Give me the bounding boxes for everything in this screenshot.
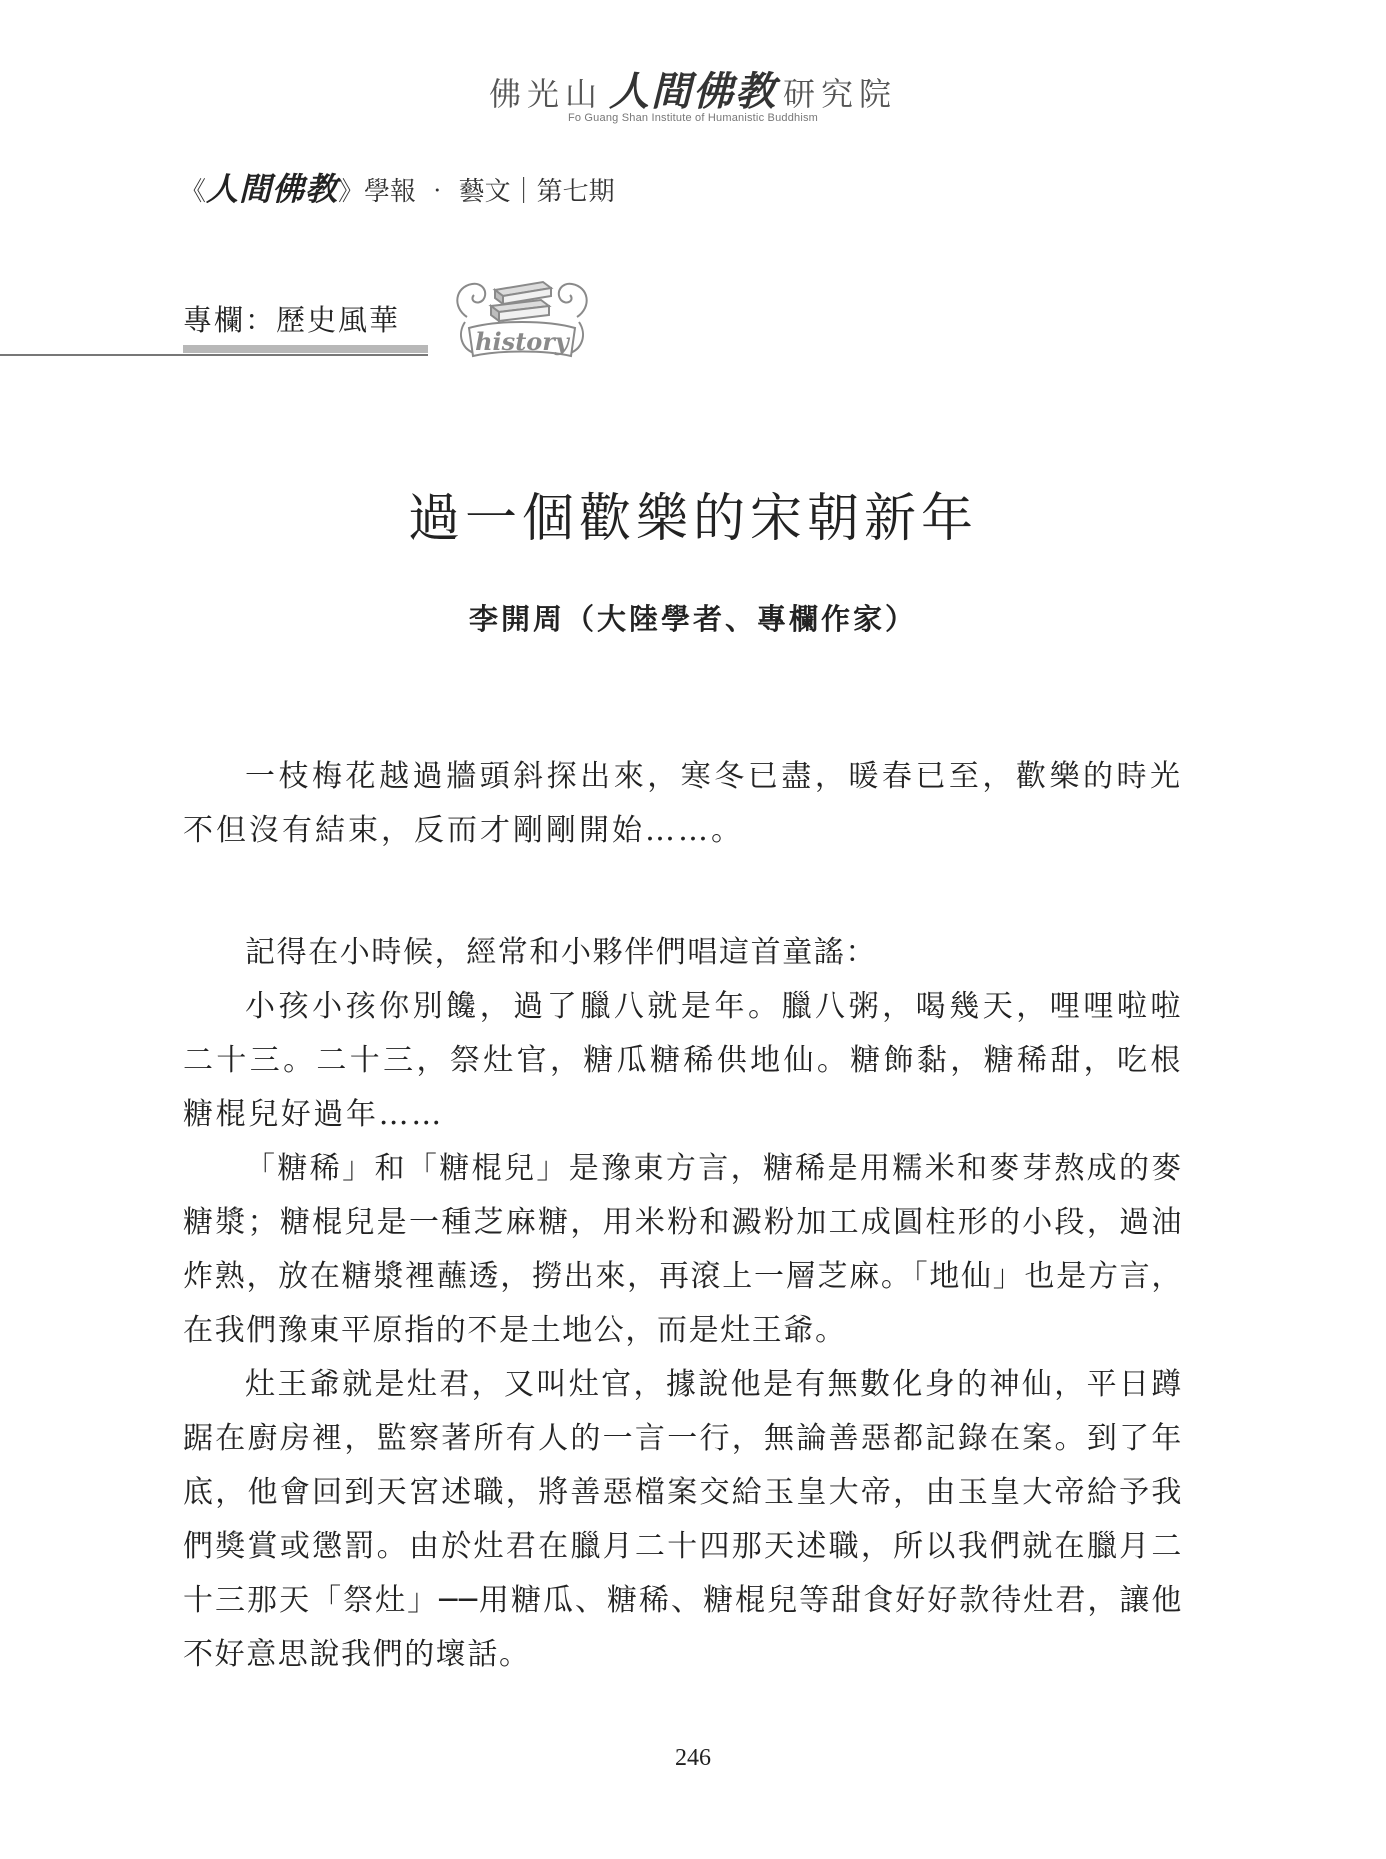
journal-running-header: [180, 164, 615, 210]
journal-open-bracket: 《: [180, 177, 207, 207]
journal-issue-info: 學報 ‧ 藝文｜第七期: [364, 177, 615, 207]
body-paragraph-rhyme: 小孩小孩你別饞，過了臘八就是年。臘八粥，喝幾天，哩哩啦啦二十三。二十三，祭灶官，糖瓜糖稀供地仙。糖飾黏，糖稀甜，吃根糖棍兒好過年……: [183, 989, 1183, 1132]
institute-name-prefix: 佛光山: [488, 75, 603, 113]
article-title: 過一個歡樂的宋朝新年: [407, 489, 978, 549]
article-author: 李開周（大陸學者、專欄作家）: [468, 602, 917, 636]
journal-brand-logo: 人間佛教: [206, 170, 339, 208]
column-rule-thin: [0, 354, 428, 356]
column-label: 專欄：歷史風華: [183, 303, 401, 337]
body-paragraph: 一枝梅花越過牆頭斜探出來，寒冬已盡，暖春已至，歡樂的時光不但沒有結束，反而才剛剛開始……。: [183, 759, 1183, 848]
institute-name-suffix: 研究院: [783, 75, 898, 113]
body-paragraph: 灶王爺就是灶君，又叫灶官，據說他是有無數化身的神仙，平日蹲踞在廚房裡，監察著所有人的一言一行，無論善惡都記錄在案。到了年底，他會回到天宮述職，將善惡檔案交給玉皇大帝，由玉皇大帝給予我們獎賞或懲罰。由於灶君在臘月二十四那天述職，所以我們就在臘月二十三那天「祭灶」──用糖瓜、糖稀、糖棍兒等甜食好好款待灶君，讓他不好意思說我們的壞話。: [183, 1367, 1183, 1672]
institute-english-name: Fo Guang Shan Institute of Humanistic Buddhism: [567, 112, 819, 124]
history-books-icon: [447, 262, 597, 372]
body-paragraph: 記得在小時候，經常和小夥伴們唱這首童謠：: [245, 935, 877, 970]
page-number: 246: [675, 1745, 711, 1771]
institute-name: [0, 60, 1386, 117]
journal-close-bracket: 》: [338, 177, 365, 207]
institute-brand-logo: 人間佛教: [609, 68, 777, 115]
body-paragraph: 「糖稀」和「糖棍兒」是豫東方言，糖稀是用糯米和麥芽熬成的麥糖漿；糖棍兒是一種芝麻糖，用米粉和澱粉加工成圓柱形的小段，過油炸熟，放在糖漿裡蘸透，撈出來，再滾上一層芝麻。「地仙」也是方言，在我們豫東平原指的不是土地公，而是灶王爺。: [183, 1151, 1183, 1348]
column-rule-thick: [183, 345, 428, 353]
history-emblem-text: history: [475, 327, 569, 356]
